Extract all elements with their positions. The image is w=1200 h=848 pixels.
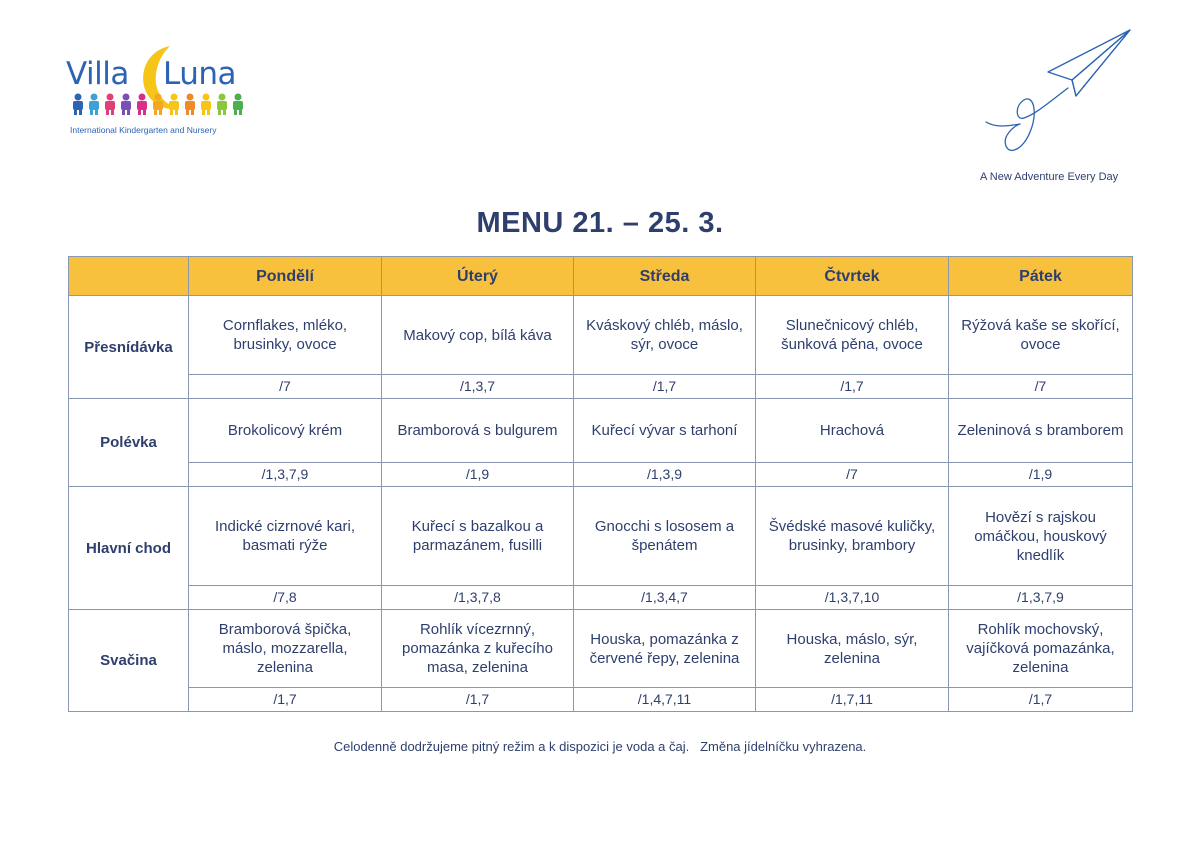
dish-cell: Rohlík vícezrnný, pomazánka z kuřecího masa, zelenina <box>382 610 574 688</box>
dish-cell: Rýžová kaše se skořící, ovoce <box>949 296 1133 375</box>
paper-plane-icon <box>980 26 1140 162</box>
allergen-cell: /1,9 <box>382 463 574 487</box>
dish-cell: Bramborová s bulgurem <box>382 399 574 463</box>
allergen-cell: /1,3,7,9 <box>189 463 382 487</box>
children-figures-icon <box>70 92 246 116</box>
allergen-cell: /7 <box>756 463 949 487</box>
allergen-row <box>69 463 1133 487</box>
allergen-cell: /1,7 <box>574 375 756 399</box>
allergen-cell: /1,7 <box>949 688 1133 712</box>
dish-cell: Kuřecí s bazalkou a parmazánem, fusilli <box>382 487 574 586</box>
allergen-cell: /1,3,9 <box>574 463 756 487</box>
row-label: Přesnídávka <box>69 296 189 399</box>
dish-cell: Slunečnicový chléb, šunková pěna, ovoce <box>756 296 949 375</box>
table-header-row <box>69 257 1133 296</box>
footer-note: Celodenně dodržujeme pitný režim a k dispozici je voda a čaj. Změna jídelníčku vyhrazena. <box>333 739 867 754</box>
allergen-row <box>69 586 1133 610</box>
allergen-cell: /1,7 <box>189 688 382 712</box>
table-row <box>69 399 1133 463</box>
allergen-cell: /1,4,7,11 <box>574 688 756 712</box>
dish-cell: Houska, pomazánka z červené řepy, zelenina <box>574 610 756 688</box>
dish-cell: Kváskový chléb, máslo, sýr, ovoce <box>574 296 756 375</box>
dish-cell: Hovězí s rajskou omáčkou, houskový knedlík <box>949 487 1133 586</box>
villa-luna-logo <box>66 42 246 138</box>
allergen-cell: /1,3,7,9 <box>949 586 1133 610</box>
allergen-cell: /1,7,11 <box>756 688 949 712</box>
table-row <box>69 610 1133 688</box>
page-title: MENU 21. – 25. 3. <box>476 207 724 239</box>
allergen-cell: /7 <box>189 375 382 399</box>
header-day: Pondělí <box>189 257 382 296</box>
dish-cell: Rohlík mochovský, vajíčková pomazánka, zelenina <box>949 610 1133 688</box>
table-row <box>69 487 1133 586</box>
dish-cell: Kuřecí vývar s tarhoní <box>574 399 756 463</box>
allergen-row <box>69 375 1133 399</box>
header-day: Čtvrtek <box>756 257 949 296</box>
row-label: Hlavní chod <box>69 487 189 610</box>
allergen-cell: /1,7 <box>382 688 574 712</box>
allergen-cell: /1,3,7,8 <box>382 586 574 610</box>
allergen-cell: /1,3,7,10 <box>756 586 949 610</box>
dish-cell: Zeleninová s bramborem <box>949 399 1133 463</box>
header-day: Pátek <box>949 257 1133 296</box>
dish-cell: Cornflakes, mléko, brusinky, ovoce <box>189 296 382 375</box>
dish-cell: Indické cizrnové kari, basmati rýže <box>189 487 382 586</box>
dish-cell: Brokolicový krém <box>189 399 382 463</box>
allergen-cell: /1,3,7 <box>382 375 574 399</box>
slogan: A New Adventure Every Day <box>980 171 1119 183</box>
row-label: Polévka <box>69 399 189 487</box>
header-day: Středa <box>574 257 756 296</box>
logo-tagline: International Kindergarten and Nursery <box>70 125 217 135</box>
logo-text-villa: Villa <box>66 56 129 92</box>
allergen-cell: /7 <box>949 375 1133 399</box>
allergen-cell: /1,3,4,7 <box>574 586 756 610</box>
header-day: Úterý <box>382 257 574 296</box>
dish-cell: Makový cop, bílá káva <box>382 296 574 375</box>
logo-text-luna: Luna <box>163 56 237 92</box>
allergen-cell: /1,7 <box>756 375 949 399</box>
table-row <box>69 296 1133 375</box>
dish-cell: Houska, máslo, sýr, zelenina <box>756 610 949 688</box>
header-corner <box>69 257 189 296</box>
row-label: Svačina <box>69 610 189 712</box>
allergen-cell: /1,9 <box>949 463 1133 487</box>
dish-cell: Gnocchi s lososem a špenátem <box>574 487 756 586</box>
dish-cell: Bramborová špička, máslo, mozzarella, zelenina <box>189 610 382 688</box>
dish-cell: Hrachová <box>756 399 949 463</box>
menu-table <box>68 256 1133 712</box>
allergen-row <box>69 688 1133 712</box>
dish-cell: Švédské masové kuličky, brusinky, brambory <box>756 487 949 586</box>
allergen-cell: /7,8 <box>189 586 382 610</box>
